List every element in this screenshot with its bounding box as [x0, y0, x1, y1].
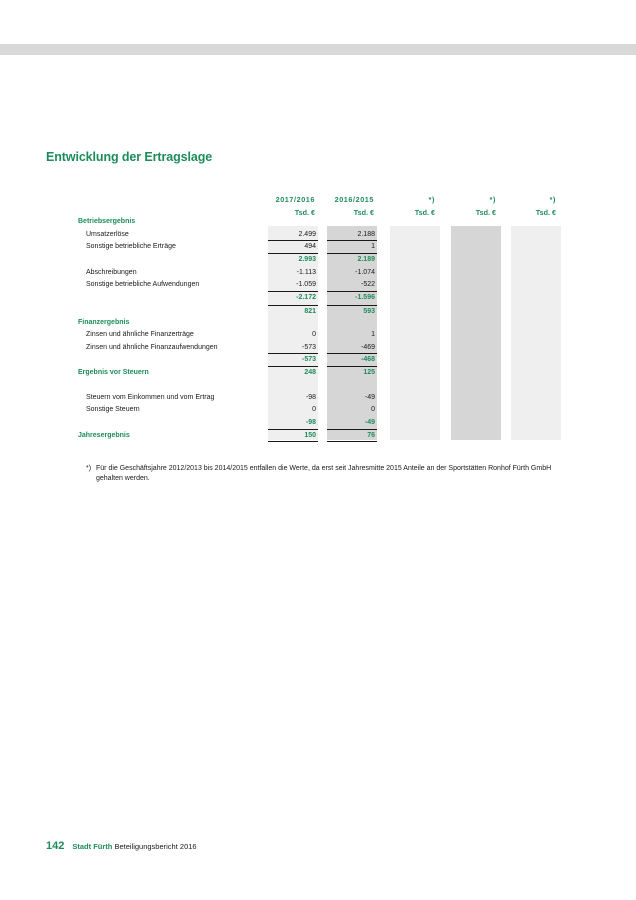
value-2016-2015: 1 — [371, 331, 375, 338]
row-label: Zinsen und ähnliche Finanzaufwendungen — [86, 344, 218, 351]
sum-rule — [327, 240, 377, 241]
sum-rule — [268, 240, 318, 241]
footnote — [86, 464, 566, 484]
table-row — [0, 216, 636, 228]
value-2016-2015: -49 — [364, 419, 375, 426]
footnote-text: Für die Geschäftsjahre 2012/2013 bis 2014/2015 entfallen die Werte, da erst seit Jahresmitte 2015 Anteile an der Sportstätten Ronhof Fürth GmbH gehalten werden. — [96, 465, 552, 482]
value-2016-2015: 2.188 — [357, 231, 375, 238]
header-year-4: *) — [489, 195, 496, 204]
value-2016-2015: -49 — [364, 394, 375, 401]
row-label: Sonstige betriebliche Erträge — [86, 243, 176, 250]
value-2016-2015: -468 — [360, 356, 375, 363]
table-row — [0, 404, 636, 416]
value-2017-2016: -2.172 — [296, 294, 316, 301]
header-unit-1: Tsd. € — [294, 208, 315, 217]
value-2016-2015: 125 — [363, 369, 375, 376]
table-row — [0, 342, 636, 354]
value-2017-2016: 2.993 — [298, 256, 316, 263]
table-row — [0, 254, 636, 266]
row-label: Ergebnis vor Steuern — [78, 369, 149, 376]
top-bar — [0, 44, 636, 55]
value-2016-2015: 0 — [371, 406, 375, 413]
row-label: Finanzergebnis — [78, 319, 130, 326]
sum-rule — [327, 353, 377, 354]
row-label: Steuern vom Einkommen und vom Ertrag — [86, 394, 215, 401]
header-year-2: 2016/2015 — [334, 195, 374, 204]
sum-rule — [268, 291, 318, 292]
header-unit-4: Tsd. € — [475, 208, 496, 217]
row-label: Betriebsergebnis — [78, 218, 136, 225]
value-2016-2015: -469 — [360, 344, 375, 351]
value-2016-2015: -1.596 — [355, 294, 375, 301]
page-footer — [46, 840, 197, 852]
value-2016-2015: -1.074 — [355, 269, 375, 276]
value-2017-2016: 2.499 — [298, 231, 316, 238]
row-label: Zinsen und ähnliche Finanzerträge — [86, 331, 194, 338]
sum-rule — [268, 366, 318, 367]
sum-rule — [268, 441, 318, 442]
table-row — [0, 229, 636, 241]
page-number: 142 — [46, 840, 65, 852]
table-row — [0, 317, 636, 329]
sum-rule — [268, 353, 318, 354]
row-label: Umsatzerlöse — [86, 231, 129, 238]
value-2017-2016: 0 — [312, 331, 316, 338]
value-2017-2016: -1.113 — [296, 269, 316, 276]
value-2017-2016: 0 — [312, 406, 316, 413]
value-2016-2015: 76 — [367, 432, 375, 439]
row-label: Sonstige Steuern — [86, 406, 140, 413]
table-row — [0, 392, 636, 404]
value-2016-2015: -522 — [360, 281, 375, 288]
value-2017-2016: -573 — [301, 356, 316, 363]
table-row — [0, 241, 636, 253]
value-2017-2016: 150 — [304, 432, 316, 439]
header-year-3: *) — [428, 195, 435, 204]
value-2017-2016: -98 — [305, 419, 316, 426]
sum-rule — [327, 441, 377, 442]
value-2017-2016: -1.059 — [296, 281, 316, 288]
value-2016-2015: 2.189 — [357, 256, 375, 263]
sum-rule — [327, 291, 377, 292]
footnote-mark: *) — [86, 465, 92, 472]
value-2016-2015: 593 — [363, 308, 375, 315]
table-row — [0, 292, 636, 304]
value-2016-2015: 1 — [371, 243, 375, 250]
value-2017-2016: 494 — [304, 243, 316, 250]
sum-rule — [268, 305, 318, 306]
table-row — [0, 417, 636, 429]
sum-rule — [327, 429, 377, 430]
header-unit-2: Tsd. € — [353, 208, 374, 217]
sum-rule — [327, 305, 377, 306]
table-row — [0, 367, 636, 379]
sum-rule — [327, 253, 377, 254]
table-row — [0, 354, 636, 366]
table-row — [0, 329, 636, 341]
header-year-5: *) — [549, 195, 556, 204]
row-label: Jahresergebnis — [78, 432, 130, 439]
value-2017-2016: -573 — [301, 344, 316, 351]
row-label: Sonstige betriebliche Aufwendungen — [86, 281, 200, 288]
sum-rule — [268, 253, 318, 254]
footer-text: Beteiligungsbericht 2016 — [112, 842, 197, 851]
value-2017-2016: 248 — [304, 369, 316, 376]
table-row — [0, 267, 636, 279]
value-2017-2016: -98 — [305, 394, 316, 401]
page-title: Entwicklung der Ertragslage — [46, 150, 213, 164]
sum-rule — [268, 429, 318, 430]
value-2017-2016: 821 — [304, 308, 316, 315]
table-row — [0, 279, 636, 291]
footer-brand: Stadt Fürth — [72, 842, 113, 851]
sum-rule — [327, 366, 377, 367]
header-unit-5: Tsd. € — [535, 208, 556, 217]
header-year-1: 2017/2016 — [275, 195, 315, 204]
table-row — [0, 430, 636, 442]
header-unit-3: Tsd. € — [414, 208, 435, 217]
row-label: Abschreibungen — [86, 269, 137, 276]
